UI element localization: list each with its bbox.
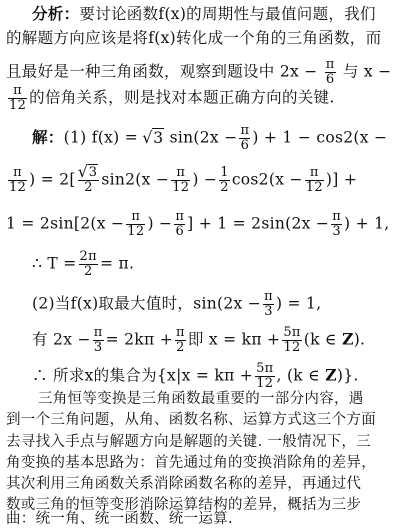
integer-set-symbol: Z [325,365,337,385]
solution-text: , (k ∈ [276,366,326,385]
summary-line-1 [38,392,364,407]
solution-text: 1 = 2sin[2(x − [6,214,125,233]
analysis-text-3b: 与 x − [337,62,392,81]
summary-text: 到一个三角问题，从角、函数名称、运算方式这三个方面 [6,412,376,428]
fraction-pi-over-6: $\frac{\pi}{6}$ [325,57,335,87]
solution-text: ) − [192,170,218,189]
solution-text: sin(2x − [169,128,238,147]
solution-line-2 [6,166,357,195]
fraction: $\frac{\pi}{3}$ [264,289,273,319]
solution-text: ∴ 所求x的集合为{x|x = kπ + [32,366,254,385]
solution-line-3 [6,210,390,239]
solution-text: ) − [147,214,173,233]
fraction: $\frac{\pi}{12}$ [9,165,27,195]
solution-line-5 [32,290,321,319]
fraction: $\frac{1}{2}$ [220,165,229,195]
summary-text: 其次利用三角函数关系消除函数名称的差异，再通过代 [6,476,362,492]
analysis-text-2: 的解题方向应该是将f(x)转化成一个角的三角函数，而 [6,29,382,47]
sqrt-3: √ 3 [79,166,99,180]
fraction: $\frac{5\pi}{12}$ [283,325,301,355]
fraction: $\frac{2\pi}{2}$ [79,249,97,279]
summary-text: 三角恒等变换是三角函数最重要的一部分内容，遇 [38,391,364,407]
solution-line-7 [32,362,359,391]
summary-text: 曲：统一角、统一函数、统一运算. [6,511,233,527]
summary-text: 角变换的基本思路为：首先通过角的变换消除角的差异， [6,455,376,471]
solution-text: cos2(x − [231,170,303,189]
solution-text: 即 x = kπ + [187,330,281,349]
fraction: $\frac{\pi}{12}$ [172,165,190,195]
summary-line-5 [6,477,361,492]
solution-text: = π. [99,254,135,273]
fraction: $\frac{\pi}{2}$ [175,325,185,355]
analysis-text-1: 要讨论函数f(x)的周期性与最值问题，我们 [79,5,376,23]
solution-text: (k ∈ [303,330,343,349]
solution-text: ∴ T = [32,254,77,273]
solution-line-1 [32,124,387,153]
analysis-line-4 [6,84,335,113]
analysis-text-4: 的倍角关系，则是找对本题正确方向的关键. [29,88,335,107]
summary-line-7 [6,512,233,527]
summary-line-2 [6,413,376,428]
solution-line-4 [32,250,134,279]
solution-text: 有 2x − [32,330,91,349]
solution-text: sin2(x − [101,170,170,189]
solution-line-6 [32,326,365,355]
fraction: $\frac{\pi}{3}$ [93,325,103,355]
summary-text: 数或三角的恒等变形消除运算结构的差异，概括为三步 [6,497,362,513]
summary-line-4 [6,456,376,471]
fraction: $\frac{\pi}{3}$ [332,209,342,239]
fraction: $\frac{\pi}{12}$ [305,165,323,195]
fraction-pi-over-12: $\frac{\pi}{12}$ [9,83,27,113]
solution-text: ) = 2[ [29,170,76,189]
summary-text: 去寻找入手点与解题方向是解题的关键. 一般情况下，三 [6,434,372,450]
fraction: $\frac{5\pi}{12}$ [256,361,274,391]
fraction: $\frac{\pi}{6}$ [175,209,185,239]
solution-text: ) + 1 − cos2(x − [252,128,388,147]
analysis-line-1 [32,6,376,23]
analysis-line-3 [6,58,391,87]
analysis-label: 分析： [32,4,80,23]
solution-text: )] + [325,170,358,189]
solution-text: ) + 1, [344,214,390,233]
integer-set-symbol: Z [342,329,354,349]
solution-label: 解： [32,127,64,147]
solution-text: )}. [336,366,359,385]
summary-line-3 [6,435,371,450]
sqrt-3: √ 3 [143,131,164,147]
fraction-sqrt3-over-2: √ $\frac{3}{2}$ [78,166,100,195]
solution-text: = 2kπ + [105,330,173,349]
solution-text: ). [353,330,366,349]
solution-text: (2)当f(x)取最大值时，sin(2x − [32,294,262,313]
analysis-line-2 [6,31,381,47]
fraction: $\frac{\pi}{6}$ [240,123,250,153]
analysis-text-3a: 且最好是一种三角函数，观察到题设中 2x − [6,62,323,81]
fraction: $\frac{\pi}{12}$ [127,209,145,239]
solution-text: ) = 1, [275,294,322,313]
solution-text: ] + 1 = 2sin(2x − [187,214,330,233]
solution-text: (1) f(x) = [63,128,138,147]
